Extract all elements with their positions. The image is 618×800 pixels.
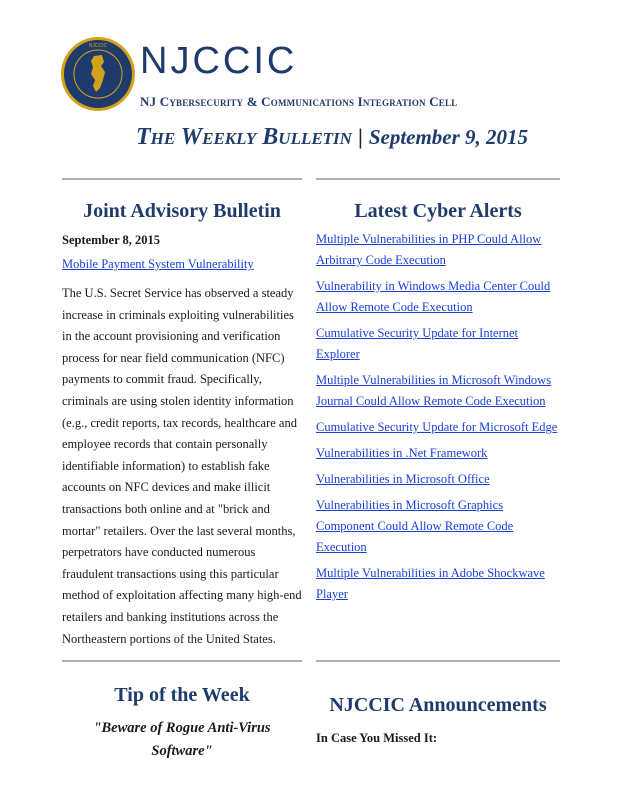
mobile-payment-link[interactable]: Mobile Payment System Vulnerability bbox=[62, 257, 254, 271]
advisory-date: September 8, 2015 bbox=[62, 233, 161, 247]
alert-link[interactable]: Vulnerabilities in Microsoft Graphics Component Could Allow Remote Code Execution bbox=[316, 498, 514, 554]
org-full-name: NJ Cybersecurity & Communications Integration Cell bbox=[140, 94, 458, 109]
bulletin-separator: | bbox=[357, 124, 363, 149]
cyber-alerts-title: Latest Cyber Alerts bbox=[354, 200, 522, 222]
missed-label: In Case You Missed It: bbox=[316, 731, 438, 745]
alert-link[interactable]: Multiple Vulnerabilities in Adobe Shockwave Player bbox=[316, 566, 545, 601]
alert-link[interactable]: Multiple Vulnerabilities in PHP Could Allow Arbitrary Code Execution bbox=[316, 232, 542, 267]
bulletin-heading bbox=[136, 124, 528, 151]
svg-text:NJCCIC: NJCCIC bbox=[88, 43, 108, 49]
tip-title: Tip of the Week bbox=[114, 684, 250, 706]
njccic-seal-logo bbox=[60, 36, 136, 112]
divider-left-top bbox=[62, 178, 302, 180]
joint-advisory-title: Joint Advisory Bulletin bbox=[83, 200, 281, 222]
tip-section bbox=[62, 684, 302, 763]
announcements-title: NJCCIC Announcements bbox=[329, 694, 547, 716]
announcements-section bbox=[316, 694, 560, 746]
advisory-body: The U.S. Secret Service has observed a steady increase in criminals exploiting vulnerabilities in the account provisioning and verification process for near field communication (NFC) payments to commit fraud. Specifically, criminals are using stolen identity information (e.g., credit reports, tax records, healthcare and employee records that contain personally identifiable information) to establish fake accounts on NFC devices and make illicit transactions both online and at "brick and mortar" retailers. Over the last several months, perpetrators have conducted numerous fraudulent transactions using this particular method of exploitation affecting many high-end retailers and banking institutions across the Northeastern portions of the United States. bbox=[62, 286, 302, 646]
alert-link[interactable]: Vulnerability in Windows Media Center Could Allow Remote Code Execution bbox=[316, 279, 551, 314]
tip-subtitle: "Beware of Rogue Anti-Virus Software" bbox=[93, 720, 271, 759]
divider-right-top bbox=[316, 178, 560, 180]
alert-link[interactable]: Cumulative Security Update for Microsoft Edge bbox=[316, 420, 558, 434]
alert-link[interactable]: Multiple Vulnerabilities in Microsoft Windows Journal Could Allow Remote Code Execution bbox=[316, 373, 552, 408]
divider-right-bottom bbox=[316, 660, 560, 662]
joint-advisory-section bbox=[62, 200, 302, 650]
alert-list bbox=[316, 229, 560, 605]
alert-link[interactable]: Vulnerabilities in Microsoft Office bbox=[316, 472, 490, 486]
bulletin-title: The Weekly Bulletin bbox=[136, 124, 352, 150]
org-name: NJCCIC bbox=[140, 40, 298, 82]
bulletin-date: September 9, 2015 bbox=[368, 125, 529, 149]
alert-link[interactable]: Vulnerabilities in .Net Framework bbox=[316, 446, 488, 460]
alert-link[interactable]: Cumulative Security Update for Internet Explorer bbox=[316, 326, 519, 361]
cyber-alerts-section bbox=[316, 200, 560, 610]
divider-left-bottom bbox=[62, 660, 302, 662]
